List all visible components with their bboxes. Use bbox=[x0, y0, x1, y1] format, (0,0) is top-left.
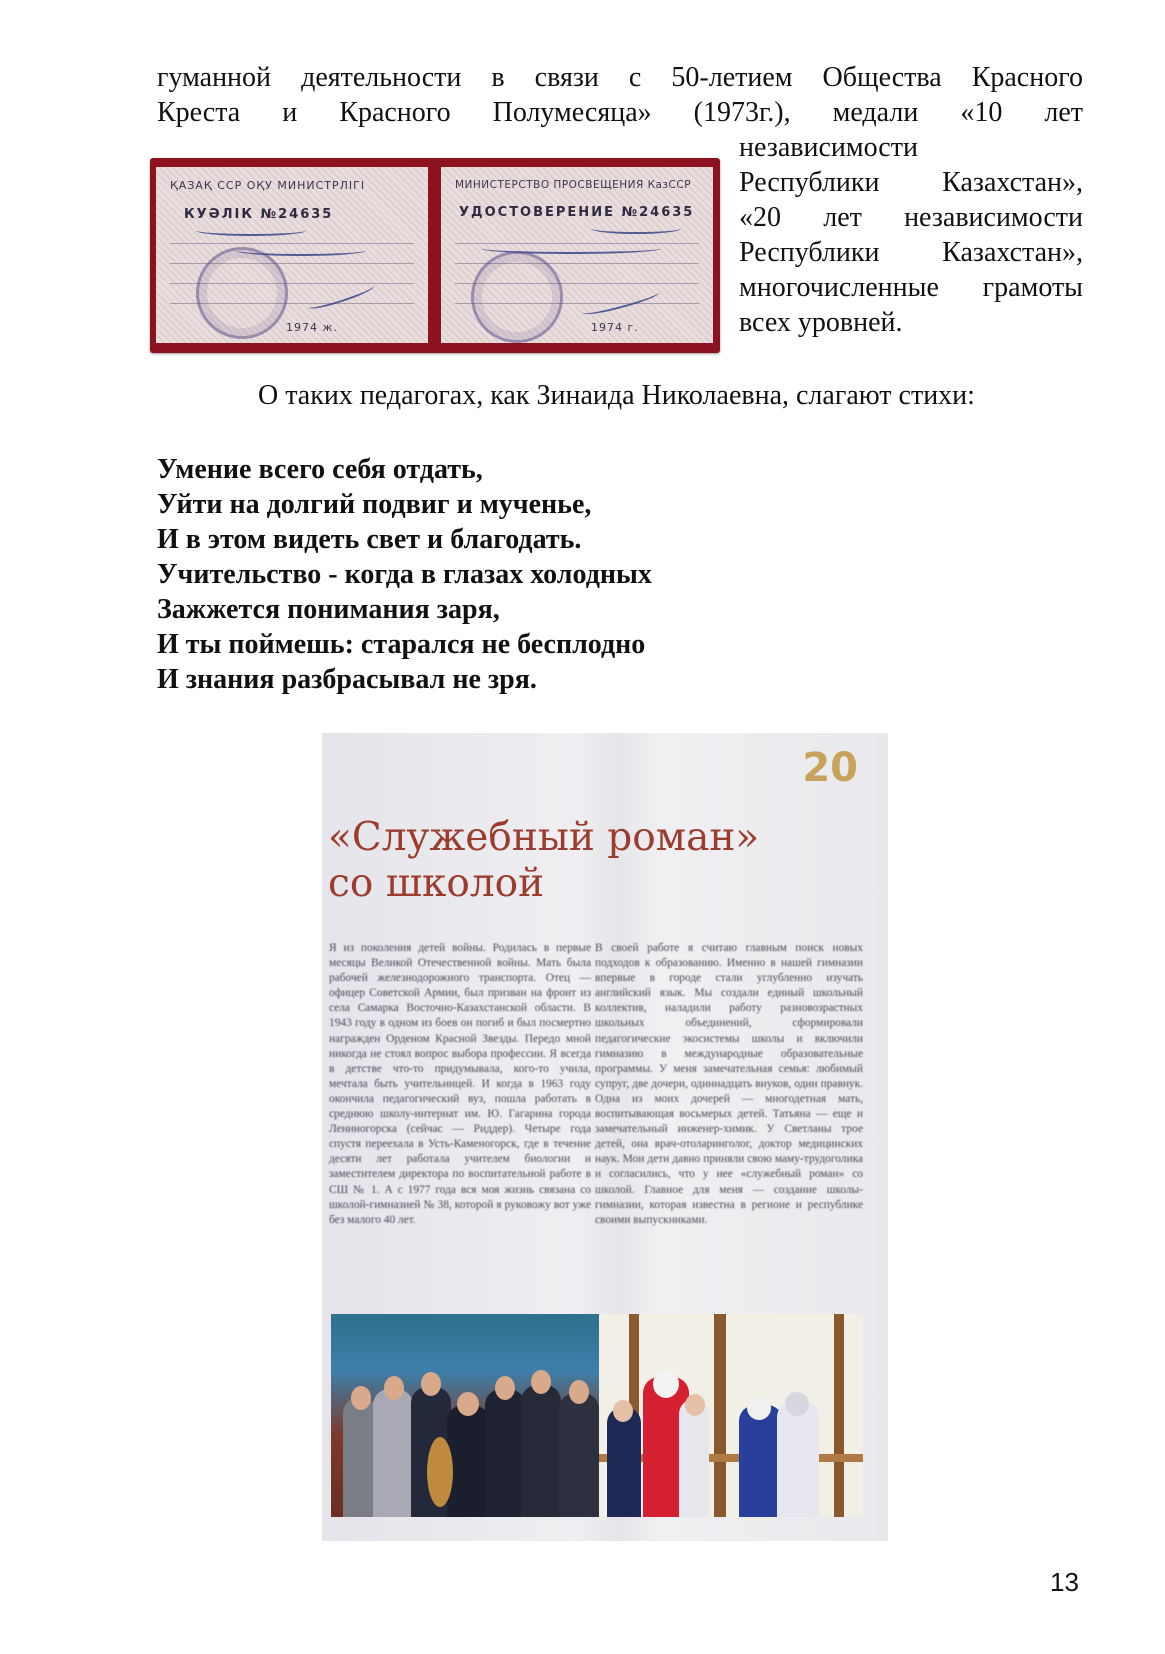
person-head bbox=[457, 1392, 479, 1416]
wooden-post bbox=[834, 1314, 844, 1517]
magazine-column-left: Я из поколения детей войны. Родилась в первые месяцы Великой Отечественной войны. Мать была рабочей железнодорожного транспорта. Отец — офицер Советской Армии, был призван на фронт из села Самарка Восточно-Казахстанской области. В 1943 году в одном из боев он погиб и был посмертно награжден Орденом Красной Звезды. Передо мной никогда не стоял вопрос выбора профессии. Я всегда в детстве что-то придумывала, кого-то учила, мечтала быть учительницей. И когда в 1963 году окончила педагогический вуз, пошла работать в среднюю школу-интернат им. Ю. Гагарина города Лениногорска (сейчас — Риддер). Четыре года спустя переехала в Усть-Каменогорск, где в течение десяти лет работала учителем биологии и заместителем директора по воспитательной работе в СШ № 1. А с 1977 года вся моя жизнь связана со школой-гимназией № 38, которой я руковожу вот уже без малого 40 лет. bbox=[329, 942, 591, 1226]
person bbox=[485, 1389, 525, 1517]
poem-line: Умение всего себя отдать, bbox=[157, 454, 483, 485]
paragraph-line: «20 лет независимости bbox=[739, 202, 1083, 233]
certificate-left-number: КУӘЛІК №24635 bbox=[184, 207, 334, 222]
person bbox=[559, 1393, 599, 1517]
magazine-photo bbox=[322, 733, 888, 1541]
poem-line: Учительство - когда в глазах холодных bbox=[157, 559, 652, 590]
paragraph-line: многочисленные грамоты bbox=[739, 272, 1083, 303]
person-head bbox=[495, 1376, 515, 1400]
person-head bbox=[653, 1370, 679, 1398]
guitar bbox=[427, 1437, 453, 1507]
person-head bbox=[384, 1376, 404, 1400]
person bbox=[373, 1389, 413, 1517]
stamp-seal bbox=[471, 251, 563, 343]
poem-line: И в этом видеть свет и благодать. bbox=[157, 524, 582, 555]
certificate-left-header: ҚАЗАҚ ССР ОҚУ МИНИСТРЛІГІ bbox=[170, 179, 366, 192]
page-number: 13 bbox=[1050, 1567, 1079, 1597]
magazine-subtitle: со школой bbox=[328, 861, 545, 906]
magazine-title: «Служебный роман» bbox=[328, 815, 760, 860]
person bbox=[679, 1399, 709, 1517]
person bbox=[447, 1405, 489, 1517]
person bbox=[607, 1407, 641, 1517]
paragraph-line: Креста и Красного Полумесяца» (1973г.), медали «10 лет bbox=[157, 97, 1083, 128]
certificate-right-number: УДОСТОВЕРЕНИЕ №24635 bbox=[459, 205, 695, 220]
person-head bbox=[685, 1394, 705, 1416]
person-head bbox=[747, 1396, 771, 1420]
person-head bbox=[421, 1372, 441, 1396]
poem-line: Зажжется понимания заря, bbox=[157, 594, 500, 625]
stamp-seal bbox=[196, 247, 288, 339]
family-photo bbox=[599, 1314, 863, 1517]
person-head bbox=[785, 1392, 809, 1416]
poem-line: И знания разбрасывал не зря. bbox=[157, 664, 537, 695]
poem-line: И ты поймешь: старался не бесплодно bbox=[157, 629, 646, 660]
group-photo bbox=[331, 1314, 606, 1517]
rule-line bbox=[170, 243, 414, 244]
handwriting-scribble bbox=[196, 225, 306, 236]
paragraph-line: независимости bbox=[739, 132, 918, 163]
certificate-right-page bbox=[441, 167, 713, 343]
handwriting-scribble bbox=[591, 223, 681, 234]
certificate-right-year: 1974 г. bbox=[591, 321, 639, 334]
person-head bbox=[531, 1370, 551, 1394]
paragraph-line: Республики Казахстан», bbox=[739, 237, 1083, 268]
person-head bbox=[569, 1380, 589, 1404]
person bbox=[521, 1385, 561, 1517]
certificate-photo bbox=[150, 158, 720, 353]
paragraph-line: всех уровней. bbox=[739, 307, 903, 338]
magazine-column-right: В своей работе я считаю главным поиск новых подходов к образованию. Именно в нашей гимназии впервые в городе стали углубленно изучать английский язык. Мы создали единый школьный коллектив, наладили работу разновозрастных школьных объединений, сформировали педагогические экосистемы школы и включили гимназию в международные образовательные программы. У меня замечательная семья: любимый супруг, две дочери, одиннадцать внуков, один правнук. Одна из моих дочерей — многодетная мать, воспитывающая восьмерых детей. Татьяна — еще и замечательный инженер-химик. У Светланы трое детей, она врач-отоларинголог, доктор медицинских наук. Мои дети давно приняли свою маму-трудоголика и согласились, что у нее «служебный роман» со школой. Главное для меня — создание школы-гимназии, которая известна в регионе и республике своими выпускниками. bbox=[595, 942, 863, 1226]
lead-sentence: О таких педагогах, как Зинаида Николаевна, слагают стихи: bbox=[258, 380, 975, 411]
certificate-right-header: МИНИСТЕРСТВО ПРОСВЕЩЕНИЯ КазССР bbox=[455, 179, 692, 191]
anniversary-badge: 20 bbox=[802, 745, 858, 791]
person bbox=[777, 1401, 819, 1517]
paragraph-line: Республики Казахстан», bbox=[739, 167, 1083, 198]
signature-scribble bbox=[306, 280, 376, 312]
certificate-left-page bbox=[156, 167, 428, 343]
poem-line: Уйти на долгий подвиг и мученье, bbox=[157, 489, 592, 520]
person-head bbox=[351, 1386, 371, 1410]
person bbox=[343, 1397, 377, 1517]
certificate-left-year: 1974 ж. bbox=[286, 321, 338, 334]
person-head bbox=[613, 1400, 633, 1422]
paragraph-line: гуманной деятельности в связи с 50-летием Общества Красного bbox=[157, 62, 1083, 93]
wooden-post bbox=[714, 1314, 726, 1517]
